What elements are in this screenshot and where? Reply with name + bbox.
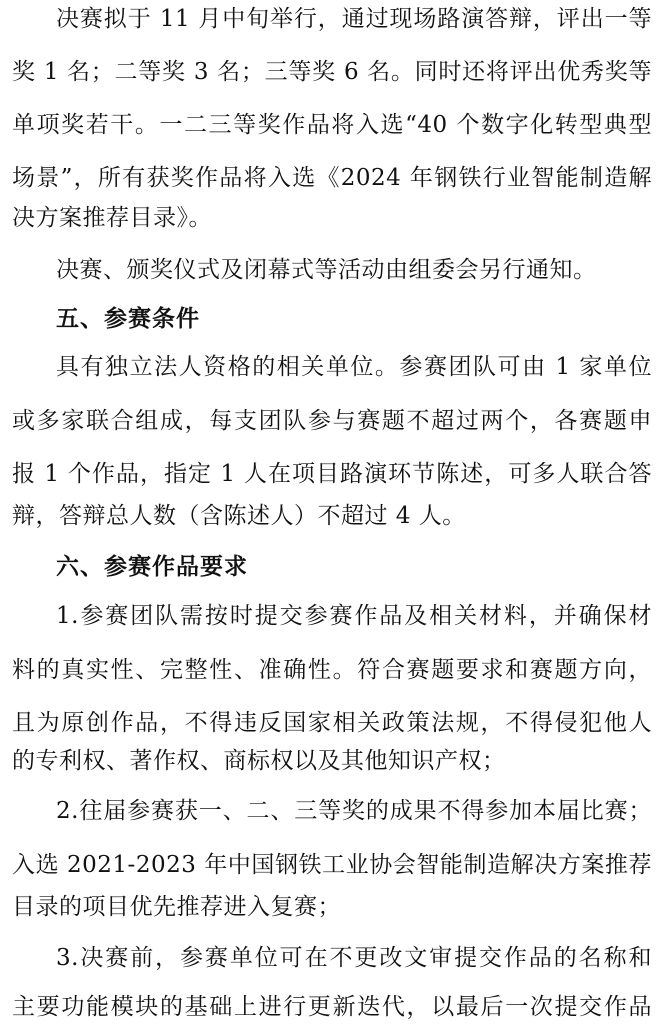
section-heading: 五、参赛条件 <box>56 306 200 332</box>
paragraph-line: 具有独立法人资格的相关单位。参赛团队可由 1 家单位 <box>56 354 652 380</box>
paragraph-line: 决方案推荐目录》。 <box>12 205 212 231</box>
paragraph-line: 奖 1 名；二等奖 3 名；三等奖 6 名。同时还将评出优秀奖等 <box>12 59 652 85</box>
section-heading: 六、参赛作品要求 <box>56 554 248 580</box>
paragraph-line: 1.参赛团队需按时提交参赛作品及相关材料，并确保材 <box>56 603 652 629</box>
paragraph-line: 主要功能模块的基础上进行更新迭代，以最后一次提交作品 <box>12 994 652 1020</box>
paragraph-line: 料的真实性、完整性、准确性。符合赛题要求和赛题方向， <box>12 657 652 683</box>
paragraph-line: 2.往届参赛获一、二、三等奖的成果不得参加本届比赛； <box>56 798 652 824</box>
paragraph-line: 或多家联合组成，每支团队参与赛题不超过两个，各赛题申 <box>12 408 652 434</box>
paragraph-line: 场景”，所有获奖作品将入选《2024 年钢铁行业智能制造解 <box>12 165 652 191</box>
paragraph-line: 目录的项目优先推荐进入复赛； <box>12 894 341 920</box>
paragraph-line: 辩，答辩总人数（含陈述人）不超过 4 人。 <box>12 503 466 529</box>
paragraph-line: 入选 2021-2023 年中国钢铁工业协会智能制造解决方案推荐 <box>12 852 652 878</box>
paragraph-line: 决赛拟于 11 月中旬举行，通过现场路演答辩，评出一等 <box>56 6 652 32</box>
paragraph-line: 单项奖若干。一二三等奖作品将入选“40 个数字化转型典型 <box>12 112 652 138</box>
paragraph-line: 报 1 个作品，指定 1 人在项目路演环节陈述，可多人联合答 <box>12 461 652 487</box>
paragraph-line: 且为原创作品，不得违反国家相关政策法规，不得侵犯他人 <box>12 710 652 736</box>
paragraph-line: 的专利权、著作权、商标权以及其他知识产权； <box>12 748 506 774</box>
paragraph-line: 3.决赛前，参赛单位可在不更改文审提交作品的名称和 <box>56 945 652 971</box>
paragraph-line: 决赛、颁奖仪式及闭幕式等活动由组委会另行通知。 <box>56 257 597 283</box>
